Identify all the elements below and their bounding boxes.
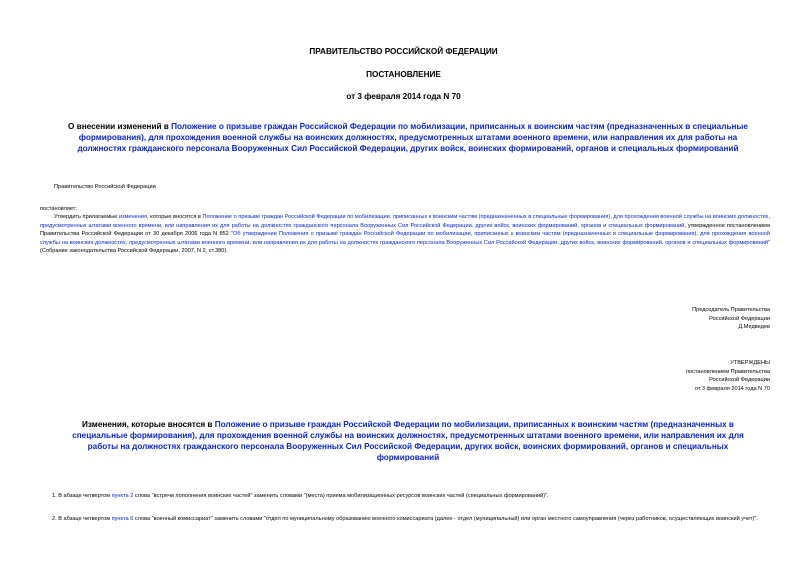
- clause-6-link[interactable]: пункта 6: [111, 516, 134, 522]
- resolution-text-1: Утвердить прилагаемые: [54, 214, 119, 220]
- regulation-body-link[interactable]: Положение о призыве граждан Российской Федерации по мобилизации, приписанных к воинским частям (предназначенных в специальные формирования), для прохождения военной службы на воинских должностях, предусмотренных штатами военного времени, или направления их для работы на должностях гражданского персонала Вооруженных Сил Российской Федерации, других войск, воинских формирований, органов и специальных формирований: [40, 214, 770, 229]
- document-type-heading: ПОСТАНОВЛЕНИЕ: [366, 70, 441, 79]
- changes-title: [58, 419, 758, 463]
- change-item-1: [40, 492, 770, 501]
- signature-name: Д.Медведев: [738, 324, 770, 331]
- change-1-text-1: 1. В абзаце четвертом: [52, 493, 112, 499]
- preamble-resolves: постановляет:: [40, 206, 77, 212]
- approval-line-2: постановлением Правительства: [685, 368, 770, 375]
- decree-852-link[interactable]: "Об утверждении Положения о призыве граждан Российской Федерации по мобилизации, приписанных к воинским частям (предназначенных в специальные формирования), для прохождения военной службы на воинских должностях, предусмотренных штатами военного времени, или направления их для работы на должностях гражданского персонала Вооруженных Сил Российской Федерации, других войск, воинских формирований, органов и специальных формирований": [40, 231, 771, 246]
- changes-link[interactable]: изменения: [118, 214, 147, 220]
- signature-position-2: Российской Федерации: [709, 315, 770, 322]
- changes-regulation-link[interactable]: Положение о призыве граждан Российской Федерации по мобилизации, приписанных к воинским частям (предназначенных в специальные формирования), для прохождения военной службы на воинских должностях, предусмотренных штатами военного времени, или направления их для работы на должностях гражданского персонала Вооруженных Сил Российской Федерации, других войск, воинских формирований, органов и специальных формирований: [72, 420, 744, 462]
- regulation-link[interactable]: Положение о призыве граждан Российской Федерации по мобилизации, приписанных к воинским частям (предназначенных в специальные формирования), для прохождения военной службы на воинских должностях, предусмотренных штатами военного времени, или направления их для работы на должностях гражданского персонала Вооруженных Сил Российской Федерации, других войск, воинских формирований, органов и специальных формирований: [77, 122, 748, 153]
- approval-date: от 3 февраля 2014 года N 70: [694, 385, 770, 392]
- approval-block: [570, 359, 770, 393]
- approval-line-3: Российской Федерации: [709, 377, 770, 384]
- resolution-title-prefix: О внесении изменений в: [68, 122, 172, 131]
- change-2-text-1: 2. В абзаце четвертом: [52, 516, 112, 522]
- government-heading: ПРАВИТЕЛЬСТВО РОССИЙСКОЙ ФЕДЕРАЦИИ: [309, 47, 498, 56]
- change-item-2: [40, 515, 770, 524]
- change-1-text-2: слова "встречи пополнения воинских частей" заменить словами "(места) приема мобилизационных ресурсов воинских частей (специальных формирований)".: [133, 493, 549, 499]
- resolution-paragraph: [40, 213, 770, 256]
- signature-block: [570, 306, 770, 332]
- signature-position: Председатель Правительства: [692, 307, 770, 313]
- resolution-text-4: (Собрание законодательства Российской Федерации, 2007, N 2, ст.380).: [40, 248, 228, 255]
- resolution-text-3: , утвержденное постановлением Правительства Российской Федерации от 30 декабря 2006 года N 852: [40, 222, 770, 238]
- resolution-text-2: , которые вносятся в: [146, 214, 203, 220]
- clause-2-link[interactable]: пункта 2: [111, 493, 134, 499]
- change-2-text-2: слова "военный комиссариат" заменить словами "отдел по муниципальному образованию военного комиссариата (далее - отдел (муниципальный) или орган местного самоуправления (через работников, осуществляющих воинский учет)".: [133, 516, 758, 522]
- resolution-title: [58, 121, 758, 154]
- date-number-heading: от 3 февраля 2014 года N 70: [346, 92, 461, 101]
- approval-stamp: УТВЕРЖДЕНЫ: [730, 360, 770, 366]
- changes-title-prefix: Изменения, которые вносятся в: [82, 420, 215, 429]
- preamble-government: Правительство Российской Федерации: [54, 184, 156, 190]
